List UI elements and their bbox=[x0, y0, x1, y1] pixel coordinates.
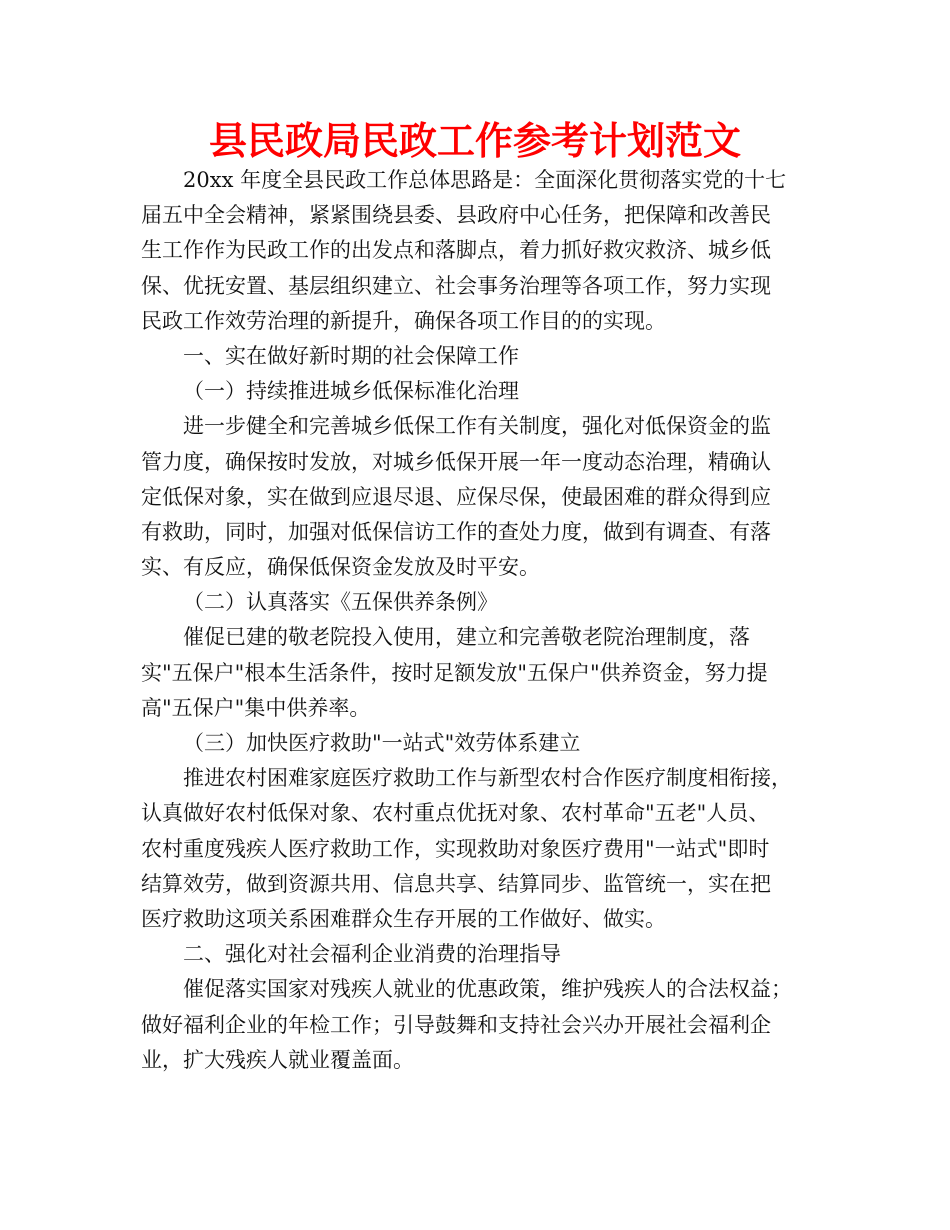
text-line: 保、优抚安置、基层组织建立、社会事务治理等各项工作，努力实现 bbox=[141, 273, 771, 298]
text-line: 届五中全会精神，紧紧围绕县委、县政府中心任务，把保障和改善民 bbox=[141, 203, 771, 228]
text-line: 民政工作效劳治理的新提升，确保各项工作目的的实现。 bbox=[141, 308, 666, 333]
text-line: 推进农村困难家庭医疗救助工作与新型农村合作医疗制度相衔接， bbox=[183, 766, 792, 791]
text-line: 实"五保户"根本生活条件，按时足额发放"五保户"供养资金，努力提 bbox=[141, 660, 768, 685]
text-line: 实、有反应，确保低保资金发放及时平安。 bbox=[141, 555, 540, 580]
text-line: 一、实在做好新时期的社会保障工作 bbox=[183, 343, 519, 368]
text-line: 农村重度残疾人医疗救助工作，实现救助对象医疗费用"一站式"即时 bbox=[141, 836, 770, 861]
text-line: 认真做好农村低保对象、农村重点优抚对象、农村革命"五老"人员、 bbox=[141, 801, 770, 826]
text-line: 催促已建的敬老院投入使用，建立和完善敬老院治理制度，落 bbox=[183, 625, 750, 650]
document-title: 县民政局民政工作参考计划范文 bbox=[208, 119, 741, 163]
text-line: 进一步健全和完善城乡低保工作有关制度，强化对低保资金的监 bbox=[183, 414, 771, 439]
text-line: （三）加快医疗救助"一站式"效劳体系建立 bbox=[183, 731, 581, 755]
text-line: 催促落实国家对残疾人就业的优惠政策，维护残疾人的合法权益； bbox=[183, 977, 792, 1002]
text-line: 有救助，同时，加强对低保信访工作的查处力度，做到有调查、有落 bbox=[141, 519, 771, 544]
text-line: 业，扩大残疾人就业覆盖面。 bbox=[141, 1047, 414, 1072]
text-line: 生工作作为民政工作的出发点和落脚点，着力抓好救灾救济、城乡低 bbox=[141, 238, 771, 263]
document-body bbox=[141, 163, 809, 1078]
text-line: 结算效劳，做到资源共用、信息共享、结算同步、监管统一，实在把 bbox=[141, 871, 771, 896]
text-line: 做好福利企业的年检工作；引导鼓舞和支持社会兴办开展社会福利企 bbox=[141, 1012, 771, 1037]
text-line: 高"五保户"集中供养率。 bbox=[141, 695, 371, 720]
text-line: （一）持续推进城乡低保标准化治理 bbox=[183, 379, 519, 404]
text-line: 管力度，确保按时发放，对城乡低保开展一年一度动态治理，精确认 bbox=[141, 449, 771, 474]
text-line: 医疗救助这项关系困难群众生存开展的工作做好、做实。 bbox=[141, 906, 666, 931]
text-line: 二、强化对社会福利企业消费的治理指导 bbox=[183, 942, 561, 967]
text-line: （二）认真落实《五保供养条例》 bbox=[183, 590, 498, 615]
text-line: 定低保对象，实在做到应退尽退、应保尽保，使最困难的群众得到应 bbox=[141, 484, 771, 509]
text-line: 20xx 年度全县民政工作总体思路是：全面深化贯彻落实党的十七 bbox=[183, 168, 787, 192]
